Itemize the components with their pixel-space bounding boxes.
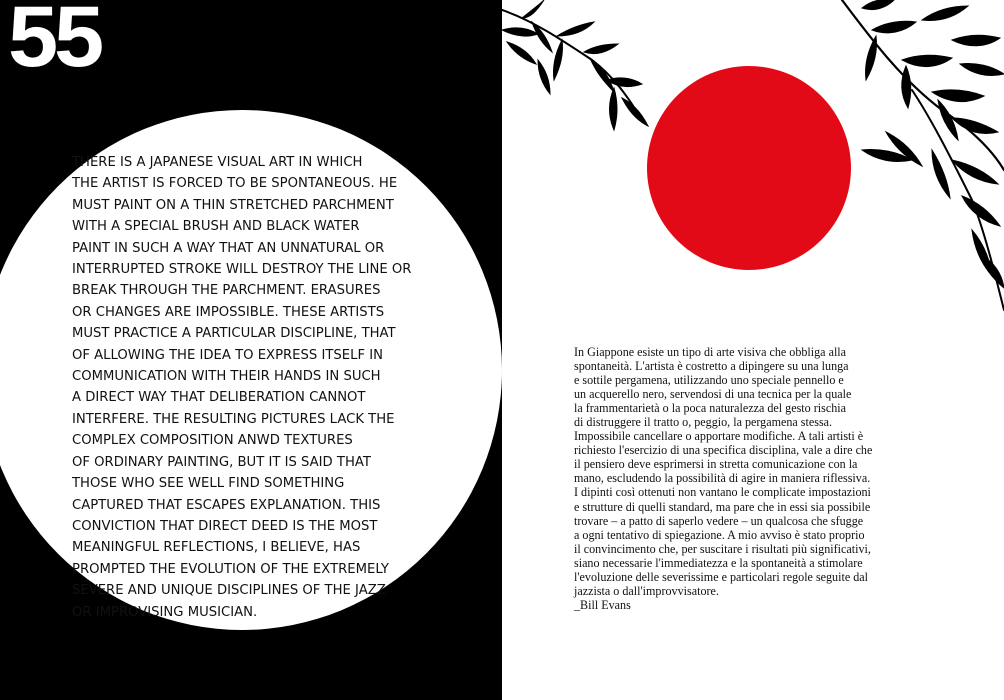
signature: _Bill Evans [574,598,631,612]
page-number: 55 [8,0,101,85]
right-page [502,0,1004,700]
bamboo-branch-top-left [502,0,652,140]
italian-text: In Giappone esiste un tipo di arte visiva che obbliga alla spontaneità. L'artista è costretto a dipingere su una lunga e sottile pergamena, utilizzando uno speciale pennello e un acquerello nero, servendosi di una tecnica per la quale la frammentarietà o la poca naturalezza del gesto rischia di distruggere il tratto o, peggio, la pergamena stessa. Impossibile cancellare o apportare modifiche. A tali artisti è richiesto l'esercizio di una specifica disciplina, vale a dire che il pensiero deve esprimersi in stretta comunicazione con la mano, escludendo la possibilità di agire in maniera riflessiva. I dipinti così ottenuti non vantano le complicate impostazioni e strutture di quelli standard, ma pare che in essi sia possibile trovare – a patto di saperlo vedere – un qualcosa che sfugge a ogni tentativo di spiegazione. A mio avviso è stato proprio il convincimento che, per suscitare i risultati più significativi, siano necessarie l'immediatezza e la spontaneità a stimolare l'evoluzione delle severissime e particolari regole seguite dal jazzista o dall'improvvisatore. [574,345,873,598]
english-text: THERE IS A JAPANESE VISUAL ART IN WHICH THE ARTIST IS FORCED TO BE SPONTANEOUS. HE MUST PAINT ON A THIN STRETCHED PARCHMENT WITH A SPECIAL BRUSH AND BLACK WATER PAINT IN SUCH A WAY THAT AN UNNATURAL OR INTERRUPTED STROKE WILL DESTROY THE LINE OR BREAK THROUGH THE PARCHMENT. ERASURES OR CHANGES ARE IMPOSSIBLE. THESE ARTISTS MUST PRACTICE A PARTICULAR DISCIPLINE, THAT OF ALLOWING THE IDEA TO EXPRESS ITSELF IN COMMUNICATION WITH THEIR HANDS IN SUCH A DIRECT WAY THAT DELIBERATION CANNOT INTERFERE. THE RESULTING PICTURES LACK THE COMPLEX COMPOSITION ANWD TEXTURES OF ORDINARY PAINTING, BUT IT IS SAID THAT THOSE WHO SEE WELL FIND SOMETHING CAPTURED THAT ESCAPES EXPLANATION. THIS CONVICTION THAT DIRECT DEED IS THE MOST MEANINGFUL REFLECTIONS, I BELIEVE, HAS PROMPTED THE EVOLUTION OF THE EXTREMELY SEVERE AND UNIQUE DISCIPLINES OF THE JAZZ OR IMPROVISING MUSICIAN. [72,155,412,620]
bamboo-branch-top-right [802,0,1004,320]
